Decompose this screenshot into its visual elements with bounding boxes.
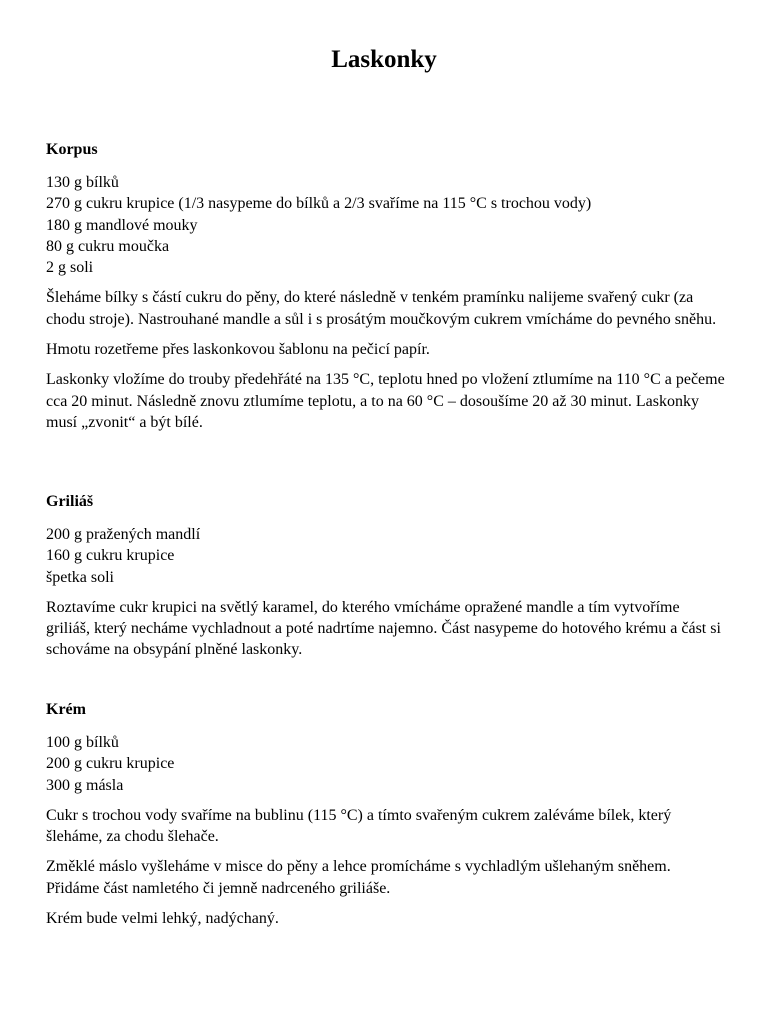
document-title: Laskonky bbox=[331, 46, 437, 73]
ingredient-list bbox=[46, 524, 726, 588]
ingredient-item: 300 g másla bbox=[46, 776, 124, 794]
ingredient-item: 200 g cukru krupice bbox=[46, 755, 175, 773]
ingredient-item: 80 g cukru moučka bbox=[46, 237, 170, 255]
instruction-paragraph: Hmotu rozetřeme přes laskonkovou šablonu na pečicí papír. bbox=[46, 341, 430, 359]
section-heading: Krém bbox=[46, 701, 86, 718]
instruction-paragraph: Krém bude velmi lehký, nadýchaný. bbox=[46, 910, 279, 928]
ingredient-item: 200 g pražených mandlí bbox=[46, 526, 201, 543]
ingredient-item: 100 g bílků bbox=[46, 734, 119, 751]
ingredient-item: 2 g soli bbox=[46, 259, 94, 277]
ingredient-item: 180 g mandlové mouky bbox=[46, 216, 198, 234]
section-krem bbox=[46, 700, 726, 929]
section-heading: Korpus bbox=[46, 141, 98, 158]
ingredient-list bbox=[46, 172, 726, 278]
section-heading: Griliáš bbox=[46, 493, 94, 510]
ingredient-item: špetka soli bbox=[46, 568, 114, 586]
ingredient-item: 160 g cukru krupice bbox=[46, 547, 175, 565]
section-korpus bbox=[46, 140, 726, 433]
section-grilias bbox=[46, 492, 726, 661]
ingredient-item: 130 g bílků bbox=[46, 174, 119, 191]
instruction-paragraph: Roztavíme cukr krupici na světlý karamel, do kterého vmícháme opražené mandle a tím vytvoříme griliáš, který necháme vychladnout a poté nadrtíme najemno. Část nasypeme do hotového krému a část si schováme na obsypání plněné laskonky. bbox=[46, 598, 721, 659]
instruction-paragraph: Změklé máslo vyšleháme v misce do pěny a lehce promícháme s vychladlým ušlehaným sněhem. Přidáme část namletého či jemně nadrceného griliáše. bbox=[46, 858, 671, 897]
ingredient-item: 270 g cukru krupice (1/3 nasypeme do bílků a 2/3 svaříme na 115 °C s trochou vody) bbox=[46, 195, 592, 213]
instruction-paragraph: Cukr s trochou vody svaříme na bublinu (115 °C) a tímto svařeným cukrem zaléváme bílek, který šleháme, za chodu šlehače. bbox=[46, 806, 672, 846]
instruction-paragraph: Šleháme bílky s částí cukru do pěny, do které následně v tenkém pramínku nalijeme svařený cukr (za chodu stroje). Nastrouhané mandle a sůl i s prosátým moučkovým cukrem vmícháme do pevného sněhu. bbox=[46, 289, 717, 328]
instruction-paragraph: Laskonky vložíme do trouby předehřáté na 135 °C, teplotu hned po vložení ztlumíme na 110 °C a pečeme cca 20 minut. Následně znovu ztlumíme teplotu, a to na 60 °C – dosoušíme 20 až 30 minut. Laskonky musí „zvonit“ a být bílé. bbox=[46, 371, 725, 431]
ingredient-list bbox=[46, 732, 726, 796]
